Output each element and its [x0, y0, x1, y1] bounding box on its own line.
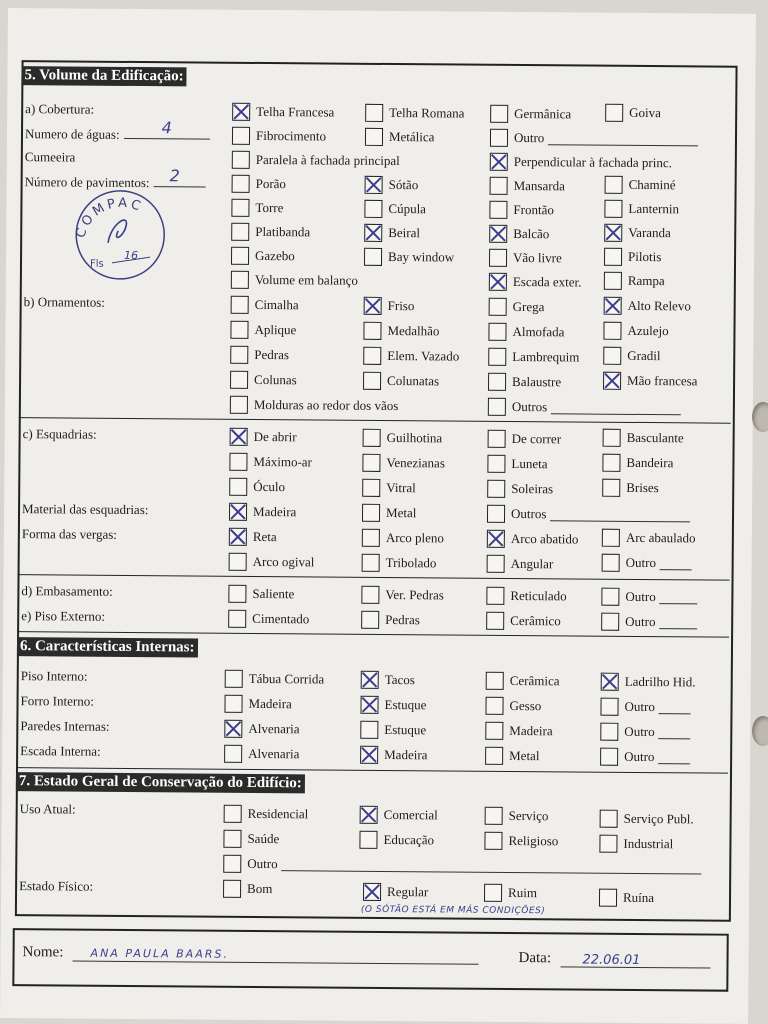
- esquadrias-label: c) Esquadrias:: [22, 426, 97, 442]
- opt-medalhao[interactable]: Medalhão: [363, 322, 439, 341]
- opt-arco-abatido[interactable]: Arco abatido: [487, 530, 579, 549]
- opt-cimentado[interactable]: Cimentado: [228, 610, 309, 629]
- opt-cimalha[interactable]: Cimalha: [231, 296, 299, 315]
- opt-torre[interactable]: Torre: [231, 199, 283, 217]
- data-value: 22.06.01: [582, 952, 641, 968]
- numero-pavimentos-value: 2: [169, 166, 180, 186]
- opt-madeira-esc[interactable]: Madeira: [360, 746, 427, 765]
- opt-lanternim[interactable]: Lanternin: [604, 200, 679, 219]
- section-5-heading: 5. Volume da Edificação:: [21, 66, 186, 86]
- opt-porao[interactable]: Porão: [232, 175, 286, 193]
- opt-bandeira[interactable]: Bandeira: [602, 454, 673, 473]
- numero-pavimentos-label: Número de pavimentos: 2: [25, 173, 206, 191]
- opt-outro-esc[interactable]: Outro: [600, 748, 690, 767]
- nome-line: [73, 961, 479, 965]
- opt-maximo-ar[interactable]: Máximo-ar: [229, 453, 312, 472]
- opt-venezianas[interactable]: Venezianas: [362, 454, 445, 473]
- opt-de-abrir[interactable]: De abrir: [230, 428, 297, 447]
- piso-interno-label: Piso Interno:: [20, 668, 88, 684]
- handwritten-note: (O SÓTÃO ESTÁ EM MÁS CONDIÇÕES): [360, 904, 546, 917]
- opt-ladrilho-hid[interactable]: Ladrilho Hid.: [601, 673, 696, 692]
- stamp-fls: Fls: [89, 258, 104, 270]
- opt-saliente[interactable]: Saliente: [228, 585, 294, 604]
- opt-angular[interactable]: Angular: [487, 555, 554, 574]
- forma-vergas-label: Forma das vergas:: [21, 526, 118, 542]
- opt-estuque-forro[interactable]: Estuque: [360, 696, 426, 715]
- opt-bom[interactable]: Bom: [223, 880, 272, 898]
- opt-grega[interactable]: Grega: [489, 298, 545, 316]
- section-7-heading: 7. Estado Geral de Conservação do Edifício:: [16, 772, 305, 793]
- stamp-number: 16: [124, 248, 139, 263]
- opt-arc-abaulado[interactable]: Arc abaulado: [602, 529, 696, 548]
- opt-tribolado[interactable]: Tribolado: [362, 554, 437, 573]
- nome-label: Nome:: [22, 944, 64, 961]
- opt-almofada[interactable]: Almofada: [488, 323, 564, 342]
- opt-alto-relevo[interactable]: Alto Relevo: [604, 297, 691, 316]
- escada-interna-label: Escada Interna:: [20, 743, 101, 759]
- opt-vao-livre[interactable]: Vão livre: [489, 249, 562, 268]
- opt-ceramica[interactable]: Cerâmica: [486, 672, 560, 691]
- opt-metal-esq[interactable]: Metal: [362, 504, 416, 522]
- opt-mansarda[interactable]: Mansarda: [490, 177, 565, 196]
- piso-externo-label: e) Piso Externo:: [21, 608, 106, 624]
- opt-fibrocimento[interactable]: Fibrocimento: [232, 127, 326, 146]
- section-6-heading: 6. Características Internas:: [17, 637, 198, 657]
- opt-outro-emb[interactable]: Outro: [601, 588, 697, 607]
- opt-de-correr[interactable]: De correr: [488, 430, 562, 449]
- opt-colunas[interactable]: Colunas: [230, 371, 297, 390]
- stamp-text: COMPAC: [73, 195, 146, 240]
- stamp-signature-icon: [108, 220, 126, 243]
- opt-metalica[interactable]: Metálica: [365, 128, 435, 147]
- opt-outro-par[interactable]: Outro: [600, 723, 690, 742]
- opt-arco-ogival[interactable]: Arco ogival: [229, 553, 315, 572]
- opt-residencial[interactable]: Residencial: [224, 805, 309, 824]
- opt-guilhotina[interactable]: Guilhotina: [363, 429, 443, 448]
- opt-lambrequim[interactable]: Lambrequim: [488, 348, 579, 367]
- opt-aplique[interactable]: Aplique: [230, 321, 296, 340]
- opt-perpendicular[interactable]: Perpendicular à fachada princ.: [490, 153, 672, 172]
- opt-molduras[interactable]: Molduras ao redor dos vãos: [230, 396, 399, 415]
- opt-balaustre[interactable]: Balaustre: [488, 373, 561, 392]
- svg-text:COMPAC: [73, 195, 145, 240]
- opt-paralela[interactable]: Paralela à fachada principal: [232, 151, 400, 170]
- embasamento-label: d) Embasamento:: [21, 583, 113, 599]
- opt-gradil[interactable]: Gradil: [603, 347, 660, 365]
- material-esquadrias-label: Material das esquadrias:: [22, 501, 149, 518]
- opt-outros-esq[interactable]: Outros: [487, 505, 691, 525]
- opt-madeira-par[interactable]: Madeira: [485, 722, 552, 741]
- opt-chamine[interactable]: Chaminé: [605, 176, 676, 195]
- compac-stamp: [70, 184, 171, 281]
- opt-saude[interactable]: Saúde: [223, 830, 279, 848]
- punch-hole: [752, 402, 768, 432]
- opt-ruim[interactable]: Ruim: [484, 884, 537, 902]
- opt-educacao[interactable]: Educação: [359, 831, 434, 850]
- nome-value: ANA PAULA BAARS.: [90, 946, 229, 961]
- opt-frontao[interactable]: Frontão: [489, 201, 554, 220]
- opt-outro-vergas[interactable]: Outro: [602, 554, 692, 573]
- opt-outros-ornamentos[interactable]: Outros: [488, 398, 682, 418]
- paredes-internas-label: Paredes Internas:: [20, 718, 110, 734]
- opt-outro-piso-ext[interactable]: Outro: [601, 613, 697, 632]
- opt-pilotis[interactable]: Pilotis: [604, 248, 661, 266]
- opt-madeira-forro[interactable]: Madeira: [224, 695, 291, 714]
- opt-soleiras[interactable]: Soleiras: [487, 480, 553, 499]
- opt-sotao[interactable]: Sótão: [365, 176, 419, 194]
- opt-beiral[interactable]: Beiral: [364, 224, 420, 242]
- opt-germanica[interactable]: Germânica: [490, 105, 571, 124]
- opt-balcao[interactable]: Balcão: [489, 225, 549, 243]
- opt-alvenaria-esc[interactable]: Alvenaria: [224, 745, 299, 764]
- numero-aguas-label: Numero de águas: 4: [25, 125, 210, 143]
- opt-gesso[interactable]: Gesso: [485, 697, 541, 715]
- opt-ruina[interactable]: Ruína: [599, 889, 654, 907]
- signature-box: [12, 928, 728, 992]
- cobertura-label: a) Cobertura:: [25, 101, 95, 117]
- punch-hole: [752, 716, 768, 746]
- opt-alvenaria-par[interactable]: Alvenaria: [224, 720, 299, 739]
- opt-luneta[interactable]: Luneta: [487, 455, 547, 473]
- opt-outro-uso[interactable]: Outro: [223, 855, 701, 877]
- opt-escada-exter[interactable]: Escada exter.: [489, 273, 582, 292]
- opt-brises[interactable]: Brises: [602, 479, 659, 497]
- opt-metal-esc[interactable]: Metal: [485, 747, 539, 765]
- form-sheet: [0, 8, 756, 1024]
- opt-comercial[interactable]: Comercial: [360, 806, 438, 825]
- opt-friso[interactable]: Friso: [364, 297, 415, 315]
- opt-platibanda[interactable]: Platibanda: [231, 223, 310, 242]
- opt-azulejo[interactable]: Azulejo: [603, 322, 668, 341]
- opt-servico-publ[interactable]: Serviço Publ.: [600, 810, 694, 829]
- opt-telha-francesa[interactable]: Telha Francesa: [232, 103, 334, 122]
- opt-volume-balanco[interactable]: Volume em balanço: [231, 271, 358, 290]
- opt-religioso[interactable]: Religioso: [484, 832, 558, 851]
- opt-varanda[interactable]: Varanda: [604, 224, 671, 243]
- opt-madeira-esq[interactable]: Madeira: [229, 503, 296, 522]
- opt-tacos[interactable]: Tacos: [361, 671, 415, 689]
- opt-rampa[interactable]: Rampa: [604, 272, 665, 290]
- opt-estuque-par[interactable]: Estuque: [360, 721, 426, 740]
- opt-outro-cobertura[interactable]: Outro: [490, 129, 698, 149]
- opt-ceramico[interactable]: Cerâmico: [486, 612, 561, 631]
- opt-telha-romana[interactable]: Telha Romana: [365, 104, 464, 123]
- opt-pedras[interactable]: Pedras: [230, 346, 289, 364]
- opt-goiva[interactable]: Goiva: [605, 104, 661, 122]
- opt-arco-pleno[interactable]: Arco pleno: [362, 529, 444, 548]
- opt-mao-francesa[interactable]: Mão francesa: [603, 372, 698, 391]
- opt-outro-forro[interactable]: Outro: [600, 698, 690, 717]
- opt-reticulado[interactable]: Reticulado: [486, 587, 566, 606]
- estado-fisico-label: Estado Físico:: [19, 878, 94, 894]
- opt-industrial[interactable]: Industrial: [599, 835, 673, 854]
- ornamentos-label: b) Ornamentos:: [23, 294, 105, 310]
- uso-atual-label: Uso Atual:: [19, 801, 76, 817]
- opt-oculo[interactable]: Óculo: [229, 478, 285, 496]
- opt-cupula[interactable]: Cúpula: [364, 200, 426, 218]
- opt-regular[interactable]: Regular: [363, 883, 428, 902]
- opt-reta[interactable]: Reta: [229, 528, 277, 546]
- opt-pedras-piso[interactable]: Pedras: [361, 611, 420, 629]
- forro-interno-label: Forro Interno:: [20, 693, 94, 709]
- opt-elem-vazado[interactable]: Elem. Vazado: [363, 347, 459, 366]
- data-label: Data:: [518, 950, 552, 967]
- opt-vitral[interactable]: Vitral: [362, 479, 416, 497]
- opt-bay-window[interactable]: Bay window: [364, 248, 454, 267]
- cumeeira-label: Cumeeira: [24, 149, 76, 165]
- opt-ver-pedras[interactable]: Ver. Pedras: [361, 586, 444, 605]
- opt-gazebo[interactable]: Gazebo: [231, 247, 295, 265]
- opt-basculante[interactable]: Basculante: [603, 429, 684, 448]
- opt-tabua-corrida[interactable]: Tábua Corrida: [225, 670, 325, 689]
- opt-colunatas[interactable]: Colunatas: [363, 372, 439, 391]
- opt-servico[interactable]: Serviço: [485, 807, 549, 825]
- numero-aguas-value: 4: [161, 118, 172, 138]
